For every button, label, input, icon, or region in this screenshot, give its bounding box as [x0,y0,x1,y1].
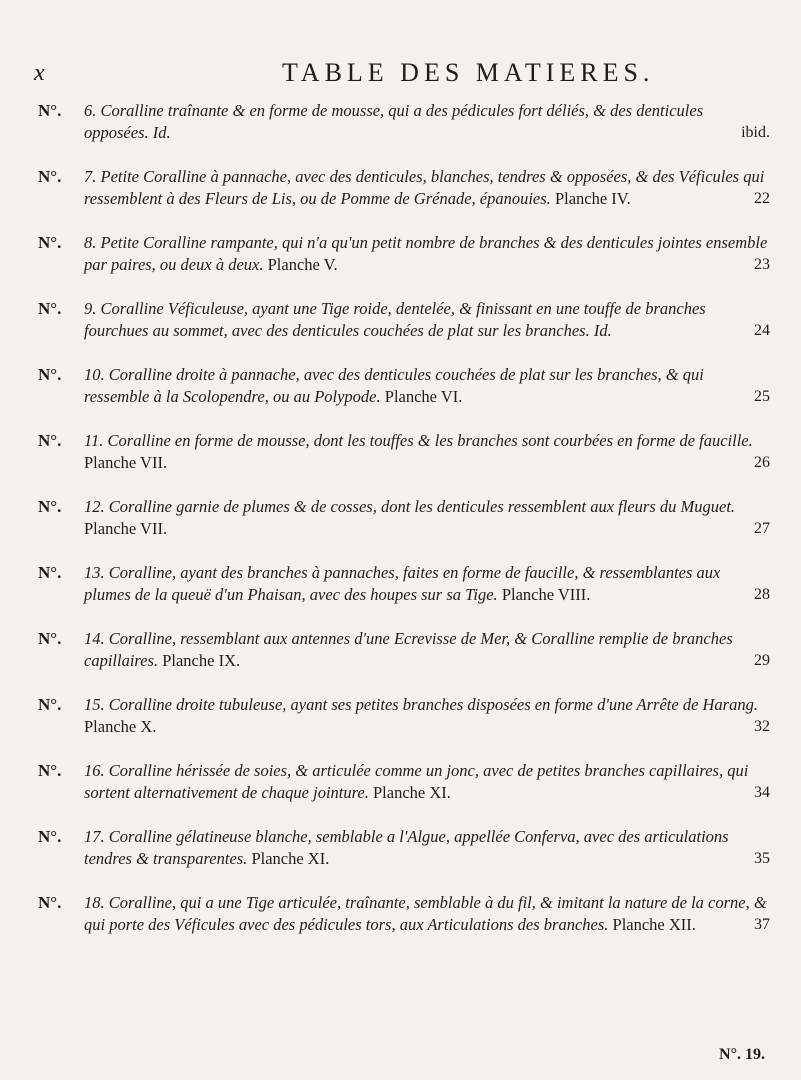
entry-number: N°. [38,365,62,384]
entry-number: N°. [38,629,62,648]
entry-description: 9. Coralline Véficuleuse, ayant une Tige roide, dentelée, & finissant en une touffe de branches fourchues au sommet, avec des denticules couchées de plat sur les branches. Id. [84,299,706,340]
folio: x [34,60,45,86]
page-number: 24 [754,322,770,339]
entry-description: 16. Coralline hérissée de soies, & articulée comme un jonc, avec de petites branches capillaires, qui sortent alternativement de chaque jointure. [84,761,749,802]
table-entry [38,100,770,144]
entry-description: 10. Coralline droite à pannache, avec des denticules couchées de plat sur les branches, & qui ressemble à la Scolopendre, ou au Polypode. [84,365,704,406]
table-entry [38,364,770,408]
entry-body [38,760,770,804]
page-number: ibid. [741,124,770,141]
entry-number: N°. [38,761,62,780]
entry-body [38,364,770,408]
table-entry [38,430,770,474]
table-entry [38,826,770,870]
page-title: TABLE DES MATIERES. [282,58,655,87]
entry-description: 6. Coralline traînante & en forme de mousse, qui a des pédicules fort déliés, & des denticules opposées. Id. [84,101,704,142]
running-head [0,58,801,98]
entry-body [38,562,770,606]
entry-number: N°. [38,695,62,714]
plate-reference: Planche X. [84,717,157,736]
entry-description: 14. Coralline, ressemblant aux antennes d'une Ecrevisse de Mer, & Coralline remplie de branches capillaires. [84,629,733,670]
table-entry [38,760,770,804]
plate-reference: Planche XI. [373,783,451,802]
entry-body [38,628,770,672]
page-number: 29 [754,652,770,669]
plate-reference: Planche IX. [162,651,241,670]
page-number: 28 [754,586,770,603]
plate-reference: Planche VII. [84,453,168,472]
entry-description: 8. Petite Coralline rampante, qui n'a qu'un petit nombre de branches & des denticules jointes ensemble par paires, ou deux à deux. [84,233,768,274]
entry-number: N°. [38,101,62,120]
entry-body [38,100,770,144]
entry-body [38,298,770,342]
entry-description: 12. Coralline garnie de plumes & de cosses, dont les denticules ressemblent aux fleurs du Muguet. [84,497,736,516]
entry-number: N°. [38,827,62,846]
page-number: 26 [754,454,770,471]
table-entry [38,496,770,540]
entry-body [38,496,770,540]
page-number: 37 [754,916,770,933]
entry-body [38,826,770,870]
entry-description: 17. Coralline gélatineuse blanche, semblable a l'Algue, appellée Conferva, avec des articulations tendres & transparentes. [84,827,729,868]
table-entry [38,892,770,936]
entry-description: 18. Coralline, qui a une Tige articulée, traînante, semblable à du fil, & imitant la nature de la corne, & qui porte des Véficules avec des pédicules tors, aux Articulations des branches. [84,893,767,934]
entry-body [38,430,770,474]
entry-description: 13. Coralline, ayant des branches à pannaches, faites en forme de faucille, & ressemblantes aux plumes de la queuë d'un Phaisan, avec des houpes sur sa Tige. [84,563,721,604]
plate-reference: Planche VIII. [501,585,591,604]
entry-body [38,166,770,210]
page-number: 34 [754,784,770,801]
page-number: 27 [754,520,770,537]
plate-reference: Planche V. [267,255,338,274]
entry-body [38,232,770,276]
entry-description: 7. Petite Coralline à pannache, avec des denticules, blanches, tendres & opposées, & des Véficules qui ressemblent à des Fleurs de Lis, ou de Pomme de Grénade, épanouies. [84,167,765,208]
entry-list [0,96,801,936]
table-entry [38,298,770,342]
table-entry [38,628,770,672]
entry-number: N°. [38,497,62,516]
entry-number: N°. [38,167,62,186]
entry-number: N°. [38,563,62,582]
entry-body [38,892,770,936]
page-number: 25 [754,388,770,405]
page-number: 32 [754,718,770,735]
entry-body [38,694,770,738]
page-number: 35 [754,850,770,867]
page-number: 23 [754,256,770,273]
table-entry [38,562,770,606]
entry-description: 11. Coralline en forme de mousse, dont les touffes & les branches sont courbées en forme de faucille. [84,431,753,450]
plate-reference: Planche VI. [384,387,463,406]
plate-reference: Planche IV. [554,189,631,208]
entry-number: N°. [38,893,62,912]
entry-number: N°. [38,233,62,252]
table-entry [38,232,770,276]
table-entry [38,694,770,738]
entry-description: 15. Coralline droite tubuleuse, ayant ses petites branches disposées en forme d'une Arrête de Harang. [84,695,758,714]
page-number: 22 [754,190,770,207]
entry-number: N°. [38,431,62,450]
plate-reference: Planche VII. [84,519,168,538]
catchword: N°. 19. [719,1046,765,1063]
table-entry [38,166,770,210]
entry-number: N°. [38,299,62,318]
plate-reference: Planche XI. [251,849,330,868]
plate-reference: Planche XII. [612,915,696,934]
